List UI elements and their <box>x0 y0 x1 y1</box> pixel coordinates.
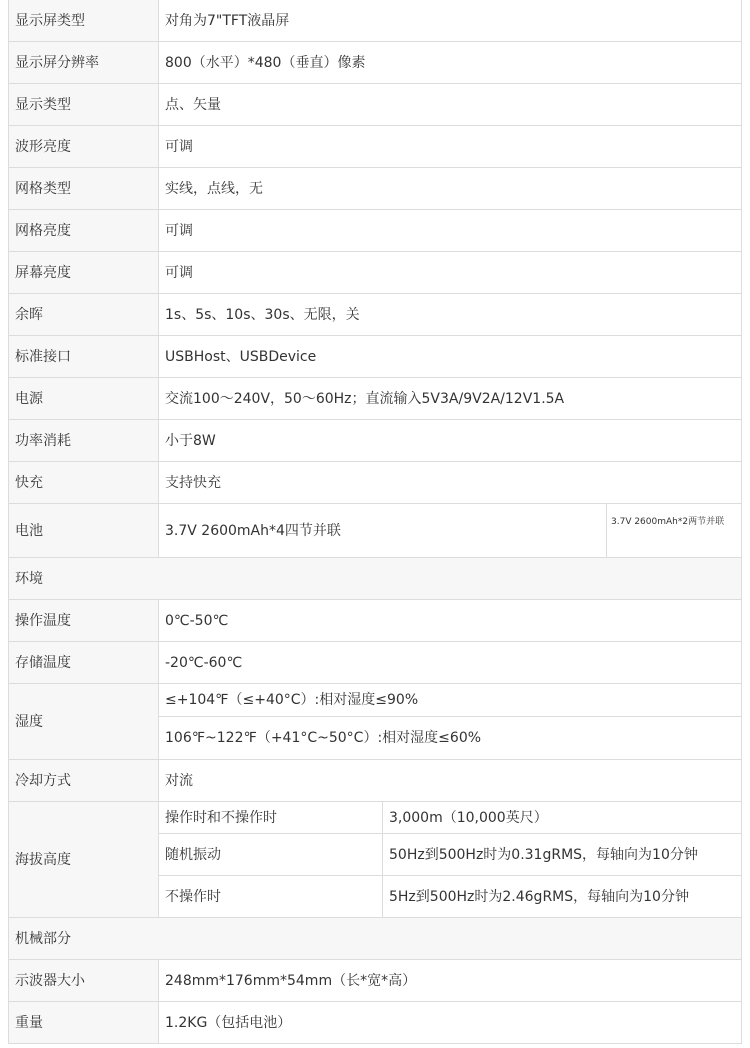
row-label: 网格类型 <box>9 168 159 210</box>
row-label: 重量 <box>9 1002 159 1044</box>
altitude-condition: 随机振动 <box>159 834 383 876</box>
row-value: 对角为7"TFT液晶屏 <box>159 0 742 42</box>
row-value: 对流 <box>159 760 742 802</box>
row-label: 快充 <box>9 462 159 504</box>
row-value: 3.7V 2600mAh*4四节并联 <box>159 504 607 558</box>
table-row <box>9 462 742 504</box>
section-title-environment: 环境 <box>9 558 742 600</box>
table-row <box>9 642 742 684</box>
table-row <box>9 168 742 210</box>
row-label: 波形亮度 <box>9 126 159 168</box>
row-label: 功率消耗 <box>9 420 159 462</box>
row-value: 248mm*176mm*54mm（长*宽*高） <box>159 960 742 1002</box>
section-row <box>9 918 742 960</box>
altitude-value: 50Hz到500Hz时为0.31gRMS，每轴向为10分钟 <box>383 834 742 876</box>
section-row <box>9 558 742 600</box>
row-value: 106℉~122℉（+41°C~50°C）:相对湿度≤60% <box>159 717 742 760</box>
table-row <box>9 420 742 462</box>
row-label: 电源 <box>9 378 159 420</box>
row-label: 冷却方式 <box>9 760 159 802</box>
row-label: 网格亮度 <box>9 210 159 252</box>
row-value: 0℃-50℃ <box>159 600 742 642</box>
table-row <box>9 760 742 802</box>
row-value: -20℃-60℃ <box>159 642 742 684</box>
table-row <box>9 252 742 294</box>
table-row <box>9 210 742 252</box>
spec-table <box>8 0 742 1044</box>
table-row <box>9 42 742 84</box>
altitude-value: 3,000m（10,000英尺） <box>383 802 742 834</box>
row-value: 1.2KG（包括电池） <box>159 1002 742 1044</box>
table-row <box>9 336 742 378</box>
table-row <box>9 684 742 717</box>
row-label: 屏幕亮度 <box>9 252 159 294</box>
row-value: 实线，点线，无 <box>159 168 742 210</box>
table-row <box>9 960 742 1002</box>
table-row <box>9 0 742 42</box>
table-row <box>9 378 742 420</box>
row-value: USBHost、USBDevice <box>159 336 742 378</box>
altitude-condition: 操作时和不操作时 <box>159 802 383 834</box>
table-row <box>9 504 742 558</box>
row-label: 存储温度 <box>9 642 159 684</box>
row-label: 标准接口 <box>9 336 159 378</box>
row-value: 支持快充 <box>159 462 742 504</box>
row-label: 湿度 <box>9 684 159 760</box>
table-row <box>9 1002 742 1044</box>
row-value: 800（水平）*480（垂直）像素 <box>159 42 742 84</box>
table-row <box>9 600 742 642</box>
row-value: 1s、5s、10s、30s、无限，关 <box>159 294 742 336</box>
table-row <box>9 126 742 168</box>
altitude-value: 5Hz到500Hz时为2.46gRMS，每轴向为10分钟 <box>383 876 742 918</box>
row-value: 小于8W <box>159 420 742 462</box>
row-label: 电池 <box>9 504 159 558</box>
altitude-condition: 不操作时 <box>159 876 383 918</box>
row-label: 示波器大小 <box>9 960 159 1002</box>
row-value: 可调 <box>159 252 742 294</box>
row-value: 可调 <box>159 126 742 168</box>
table-row <box>9 294 742 336</box>
row-value: 可调 <box>159 210 742 252</box>
row-label: 显示类型 <box>9 84 159 126</box>
row-value: 交流100～240V，50～60Hz；直流输入5V3A/9V2A/12V1.5A <box>159 378 742 420</box>
row-value: ≤+104℉（≤+40°C）:相对湿度≤90% <box>159 684 742 717</box>
row-value: 点、矢量 <box>159 84 742 126</box>
table-row <box>9 802 742 834</box>
row-label: 显示屏类型 <box>9 0 159 42</box>
row-label: 操作温度 <box>9 600 159 642</box>
row-label: 显示屏分辨率 <box>9 42 159 84</box>
section-title-mechanical: 机械部分 <box>9 918 742 960</box>
row-label: 余晖 <box>9 294 159 336</box>
table-row <box>9 84 742 126</box>
row-label: 海拔高度 <box>9 802 159 918</box>
battery-note: 3.7V 2600mAh*2两节并联 <box>607 504 742 558</box>
